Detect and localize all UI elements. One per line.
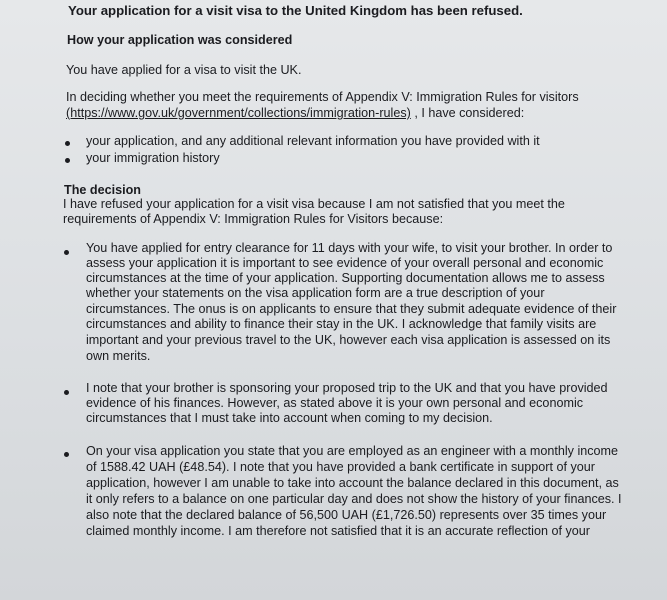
reason-1-line: assess your application it is important to see evidence of your overall personal and economic	[86, 256, 604, 270]
reason-1-line: own merits.	[86, 349, 151, 363]
decision-line-2: requirements of Appendix V: Immigration Rules for Visitors because:	[63, 212, 444, 226]
reason-3-line: claimed monthly income. I am therefore not satisfied that it is an accurate reflection of your	[86, 524, 590, 538]
decision-title: The decision	[64, 183, 141, 197]
reason-1-line: whether your statements on the visa application form are a true description of your	[86, 286, 545, 300]
immigration-rules-link[interactable]: (https://www.gov.uk/government/collections/immigration-rules)	[66, 106, 411, 120]
reason-3-line: application, however I am unable to take into account the balance declared in this document, as	[86, 476, 619, 490]
reason-1-line: circumstances. The onus is on applicants to ensure that they submit adequate evidence of their	[86, 302, 617, 316]
considered-item: your immigration history	[86, 151, 220, 165]
reason-1-line: important and your previous travel to the UK, however each visa application is assessed on its	[86, 333, 611, 347]
reason-1-line: circumstances and ability to finance their stay in the UK. I acknowledge that family visits are	[86, 317, 597, 331]
reason-1-line: You have applied for entry clearance for 11 days with your wife, to visit your brother. In order to	[86, 241, 613, 255]
considered-item: your application, and any additional relevant information you have provided with it	[86, 134, 540, 148]
bullet-dot	[65, 141, 70, 146]
section-title-consideration: How your application was considered	[67, 33, 293, 47]
bullet-dot	[65, 158, 70, 163]
decision-line-1: I have refused your application for a visit visa because I am not satisfied that you meet the	[63, 197, 565, 211]
reason-2-line: circumstances that I must take into account when coming to my decision.	[86, 411, 493, 425]
bullet-dot	[64, 452, 69, 457]
bullet-dot	[64, 250, 69, 255]
reason-1-line: circumstances at the time of your application. Supporting documentation allows me to assess	[86, 271, 605, 285]
reason-3-line: it only refers to a balance on one particular day and does not show the history of your finances. I	[86, 492, 622, 506]
deciding-line-1: In deciding whether you meet the requirements of Appendix V: Immigration Rules for visitors	[66, 90, 579, 104]
letter-heading: Your application for a visit visa to the United Kingdom has been refused.	[68, 3, 523, 18]
reason-3-line: also note that the declared balance of 56,500 UAH (£1,726.50) represents over 35 times your	[86, 508, 607, 522]
deciding-line-2-rest: , I have considered:	[414, 106, 525, 120]
reason-2-line: evidence of his finances. However, as stated above it is your own personal and economic	[86, 396, 584, 410]
reason-2-line: I note that your brother is sponsoring your proposed trip to the UK and that you have provided	[86, 381, 608, 395]
bullet-dot	[64, 390, 69, 395]
reason-3-line: of 1588.42 UAH (£48.54). I note that you have provided a bank certificate in support of your	[86, 460, 595, 474]
reason-3-line: On your visa application you state that you are employed as an engineer with a monthly income	[86, 444, 619, 458]
deciding-line-2	[66, 106, 524, 122]
intro-text: You have applied for a visa to visit the UK.	[66, 63, 302, 77]
